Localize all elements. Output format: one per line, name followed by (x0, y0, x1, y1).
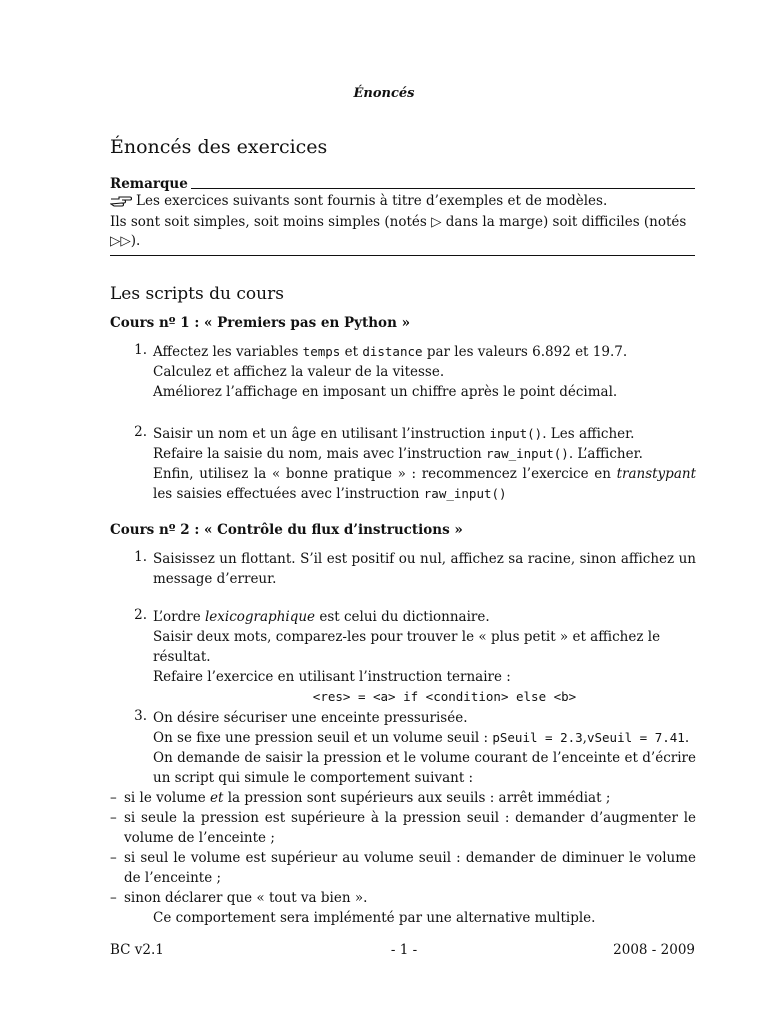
exercise-line: On se fixe une pression seuil et un volume seuil : pSeuil = 2.3,vSeuil = 7.41. (153, 730, 690, 746)
code-raw-input: raw_input() (486, 446, 569, 461)
code-raw-input: raw_input() (423, 486, 507, 501)
exercise-line: L’ordre lexicographique est celui du dictionnaire. (153, 609, 490, 625)
remark-title: Remarque (110, 176, 188, 192)
exercise-line: Affectez les variables temps et distance par les valeurs 6.892 et 19.7. (153, 344, 628, 360)
footer-version: BC v2.1 (110, 942, 164, 958)
remark-line-1 (110, 192, 695, 213)
list-item: – si seul le volume est supérieur au volume seuil : demander de diminuer le volume de l’enceinte ; (110, 850, 696, 886)
course-1-heading: Cours nº 1 : « Premiers pas en Python » (110, 315, 411, 331)
code-vseuil: vSeuil = 7.41 (586, 730, 685, 745)
remark-text-2: Ils sont soit simples, soit moins simples (notés ▷ dans la marge) soit difficiles (notés ▷▷). (110, 214, 687, 249)
remark-top-rule (191, 188, 695, 189)
list-item: – sinon déclarer que « tout va bien ». (110, 890, 368, 906)
exercise-number: 3. (134, 708, 147, 724)
exercise-line: Calculez et affichez la valeur de la vitesse. (153, 364, 445, 380)
code-temps: temps (302, 344, 341, 359)
exercise-line: On demande de saisir la pression et le volume courant de l’enceinte et d’écrire un script qui simule le comportement suivant : (153, 750, 696, 786)
course-2-exercise-2 (110, 607, 696, 707)
exercise-line: Refaire l’exercice en utilisant l’instruction ternaire : (153, 669, 511, 685)
exercise-line: Ce comportement sera implémenté par une alternative multiple. (153, 910, 596, 926)
section-title: Énoncés des exercices (110, 136, 328, 158)
code-input: input() (489, 426, 543, 441)
exercise-number: 2. (134, 607, 147, 623)
exercise-number: 1. (134, 549, 147, 565)
subsection-title: Les scripts du cours (110, 284, 284, 304)
footer-page-number: - 1 - (390, 942, 418, 958)
course-2-heading: Cours nº 2 : « Contrôle du flux d’instructions » (110, 522, 463, 538)
remark-text-1: Les exercices suivants sont fournis à titre d’exemples et de modèles. (136, 193, 608, 209)
pointing-hand-icon (110, 194, 132, 213)
exercise-line: Enfin, utilisez la « bonne pratique » : recommencez l’exercice en transtypant les saisies effectuées avec l’instruction raw_input() (153, 466, 696, 502)
course-1-exercise-1 (110, 342, 696, 402)
exercise-line: Saisir deux mots, comparez-les pour trouver le « plus petit » et affichez le résultat. (153, 629, 661, 665)
list-item: – si seule la pression est supérieure à la pression seuil : demander d’augmenter le volume de l’enceinte ; (110, 810, 696, 846)
code-ternary: <res> = <a> if <condition> else <b> (312, 689, 577, 704)
footer-year: 2008 - 2009 (613, 942, 695, 958)
exercise-line: Saisissez un flottant. S’il est positif ou nul, affichez sa racine, sinon affichez un message d’erreur. (153, 551, 696, 587)
exercise-line: On désire sécuriser une enceinte pressurisée. (153, 710, 468, 726)
running-head: Énoncés (353, 86, 415, 101)
list-item: – si le volume et la pression sont supérieurs aux seuils : arrêt immédiat ; (110, 790, 611, 806)
exercise-line: Améliorez l’affichage en imposant un chiffre après le point décimal. (153, 384, 618, 400)
exercise-line: Saisir un nom et un âge en utilisant l’instruction input(). Les afficher. (153, 426, 635, 442)
remark-box (110, 176, 695, 256)
bullet-list (110, 788, 696, 908)
course-2-exercise-3 (110, 708, 696, 928)
code-pseuil: pSeuil = 2.3 (492, 730, 583, 745)
exercise-number: 2. (134, 424, 147, 440)
exercise-line: Refaire la saisie du nom, mais avec l’instruction raw_input(). L’afficher. (153, 446, 643, 462)
course-1-exercise-2 (110, 424, 696, 504)
remark-header (110, 176, 695, 192)
code-distance: distance (362, 344, 423, 359)
course-2-exercise-1 (110, 549, 696, 589)
exercise-number: 1. (134, 342, 147, 358)
remark-bottom-rule (110, 255, 695, 256)
